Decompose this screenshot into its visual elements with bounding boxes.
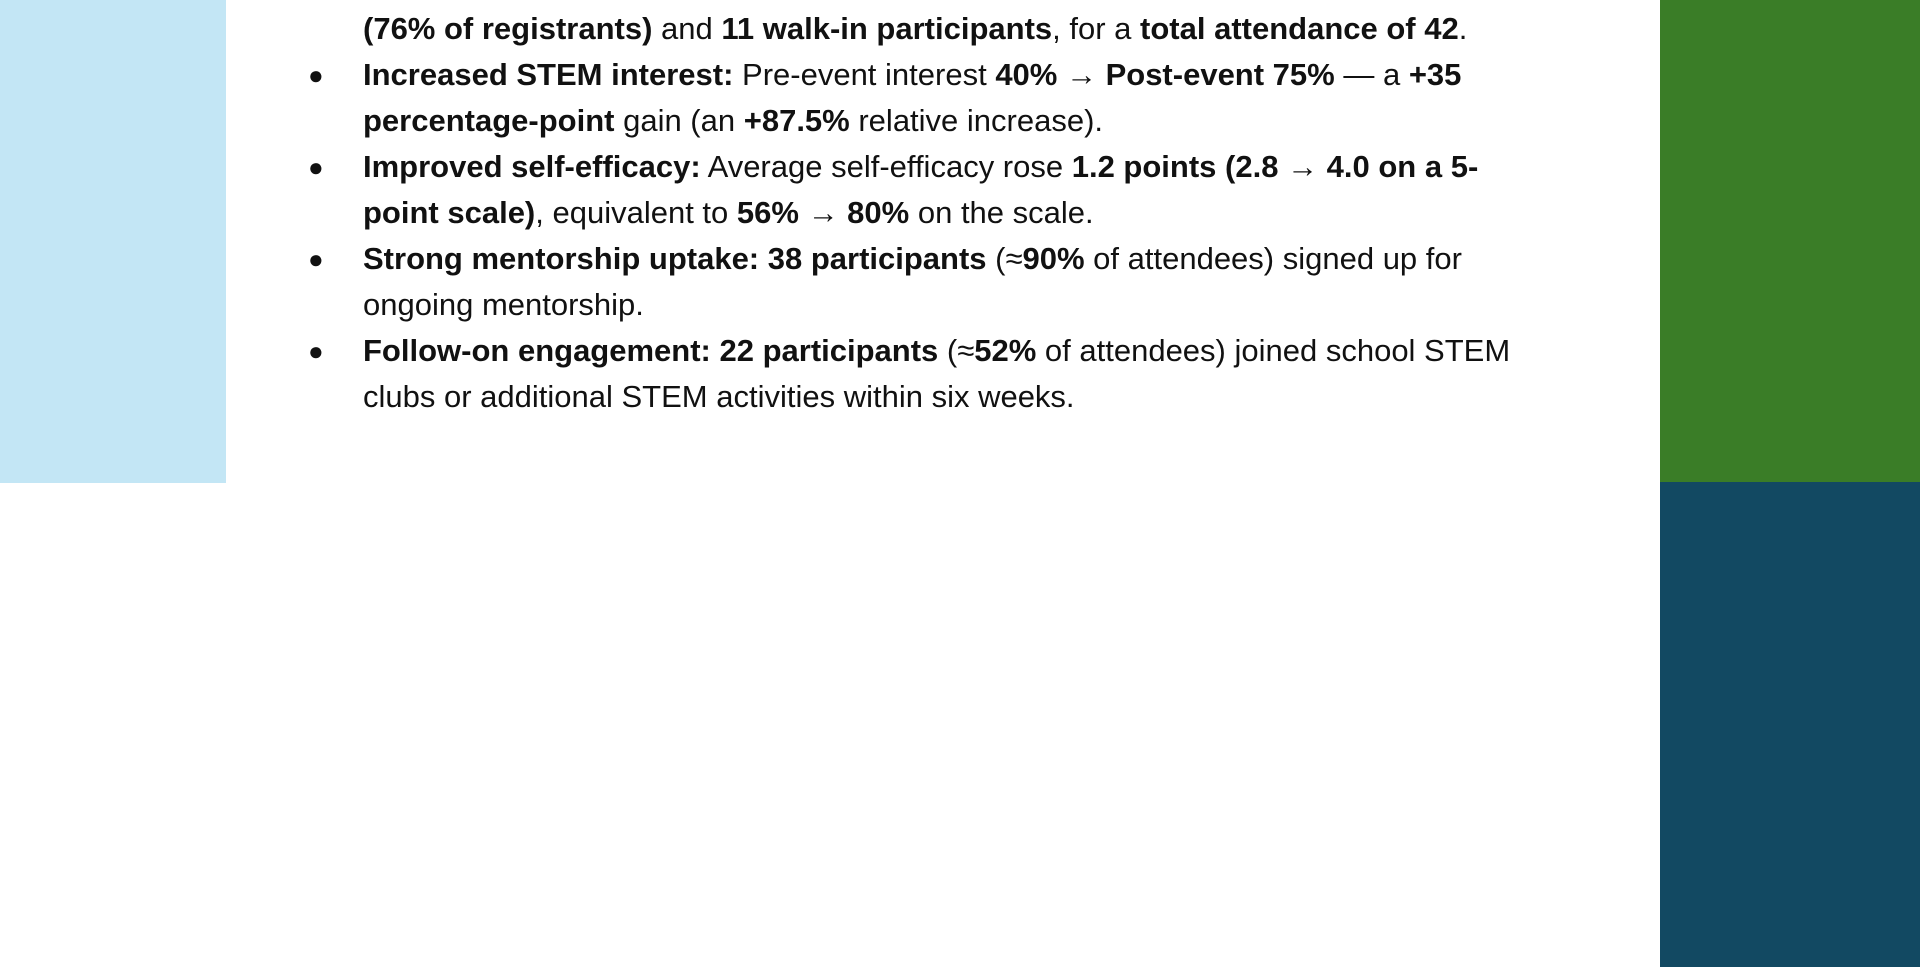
- self-efficacy-line-1: [363, 144, 1620, 190]
- text: of attendees) signed up for: [1084, 241, 1462, 276]
- efficacy-percent: 56% → 80%: [736, 195, 910, 230]
- finding-label: Strong mentorship uptake: 38 participants: [363, 241, 987, 276]
- text: , equivalent to: [535, 195, 737, 230]
- follow-on-line-2: [363, 374, 1620, 420]
- list-item-mentorship: [300, 236, 1620, 328]
- finding-label: Follow-on engagement: 22 participants: [363, 333, 939, 368]
- text: and: [652, 11, 722, 46]
- bullet-icon: ●: [308, 60, 324, 90]
- relative-increase: +87.5%: [743, 103, 850, 138]
- bullet-icon: ●: [308, 152, 324, 182]
- finding-label: Increased STEM interest:: [363, 57, 734, 92]
- text: .: [1458, 11, 1468, 46]
- text: of attendees) joined school STEM: [1036, 333, 1511, 368]
- follow-on-share: 52%: [974, 333, 1037, 368]
- text: (≈: [938, 333, 975, 368]
- stem-interest-line-2: [363, 98, 1620, 144]
- attendance-line-2: [363, 6, 1620, 52]
- right-decorative-band-navy: [1660, 482, 1920, 967]
- bullet-icon: ●: [308, 244, 324, 274]
- list-item-attendance: [300, 0, 1620, 52]
- self-efficacy-line-2: [363, 190, 1620, 236]
- text: Average self-efficacy rose: [700, 149, 1072, 184]
- text: on the scale.: [909, 195, 1094, 230]
- list-item-follow-on: [300, 328, 1620, 420]
- text: gain (an: [614, 103, 744, 138]
- efficacy-change: 1.2 points (2.8 → 4.0 on a 5-: [1071, 149, 1479, 184]
- point-gain-unit: percentage-point: [363, 103, 615, 138]
- document-content: [300, 0, 1620, 420]
- mentorship-share: 90%: [1022, 241, 1085, 276]
- walk-in-count: 11 walk-in participants: [721, 11, 1053, 46]
- registrant-share: (76% of registrants): [363, 11, 653, 46]
- list-item-stem-interest: [300, 52, 1620, 144]
- left-decorative-band: [0, 0, 226, 483]
- bullet-icon: ●: [308, 336, 324, 366]
- text: (≈: [986, 241, 1023, 276]
- text: ongoing mentorship.: [363, 287, 644, 322]
- findings-list: [300, 0, 1620, 420]
- total-attendance: total attendance of 42: [1140, 11, 1459, 46]
- text: — a: [1334, 57, 1409, 92]
- point-gain: +35: [1408, 57, 1462, 92]
- text: relative increase).: [849, 103, 1104, 138]
- mentorship-line-1: [363, 236, 1620, 282]
- efficacy-scale: point scale): [363, 195, 536, 230]
- right-decorative-band-green: [1660, 0, 1920, 482]
- follow-on-line-1: [363, 328, 1620, 374]
- finding-label: Improved self-efficacy:: [363, 149, 701, 184]
- list-item-self-efficacy: [300, 144, 1620, 236]
- text: , for a: [1052, 11, 1141, 46]
- stem-interest-line-1: [363, 52, 1620, 98]
- mentorship-line-2: [363, 282, 1620, 328]
- text: clubs or additional STEM activities within six weeks.: [363, 379, 1075, 414]
- text: Pre-event interest: [733, 57, 996, 92]
- interest-change: 40% → Post-event 75%: [995, 57, 1335, 92]
